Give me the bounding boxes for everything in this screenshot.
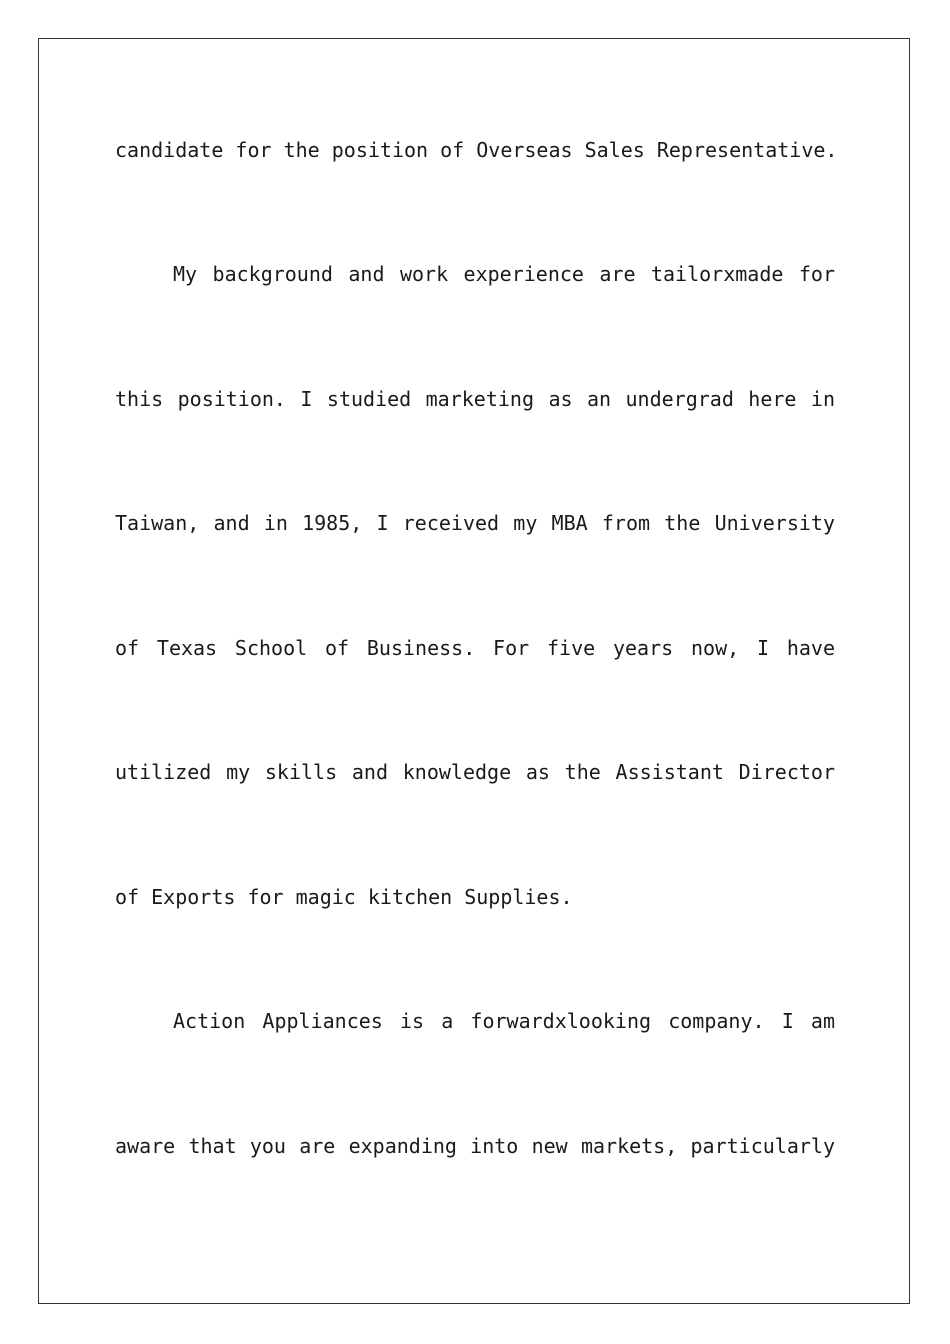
- paragraph-first-line: My background and work experience are tailorxmade for: [173, 262, 835, 286]
- text-line: of Exports for magic kitchen Supplies.: [115, 885, 573, 909]
- text-line: aware that you are expanding into new markets, particularly: [115, 1134, 835, 1158]
- page-border: [38, 38, 910, 1304]
- text-line: this position. I studied marketing as an undergrad here in: [115, 387, 835, 411]
- text-line: candidate for the position of Overseas Sales Representative.: [115, 138, 838, 162]
- text-line: of Texas School of Business. For five years now, I have: [115, 636, 835, 660]
- text-line: utilized my skills and knowledge as the Assistant Director: [115, 760, 835, 784]
- paragraph-first-line: Action Appliances is a forwardxlooking company. I am: [173, 1009, 835, 1033]
- text-line: Taiwan, and in 1985, I received my MBA from the University: [115, 511, 835, 535]
